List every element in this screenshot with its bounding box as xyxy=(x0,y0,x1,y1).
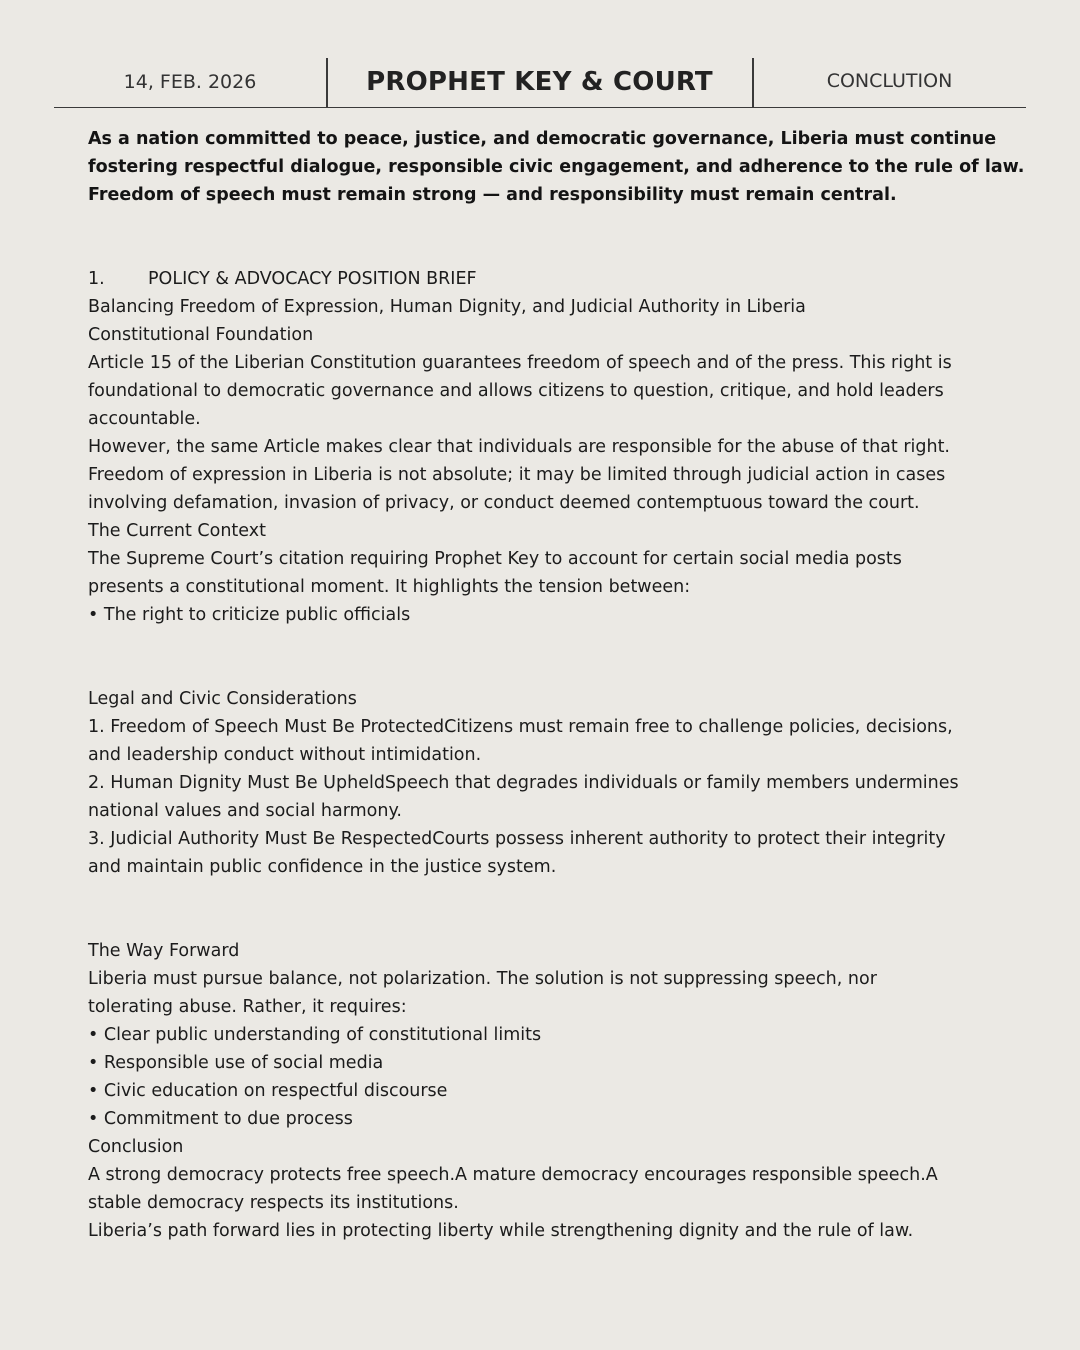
header-section-label: CONCLUTION xyxy=(826,70,953,92)
brief-subtitle: Balancing Freedom of Expression, Human Dignity, and Judicial Authority in Liberia xyxy=(88,297,806,317)
considerations-line: 2. Human Dignity Must Be UpheldSpeech that degrades individuals or family members undermines xyxy=(88,773,959,793)
foundation-line: Freedom of expression in Liberia is not absolute; it may be limited through judicial action in cases xyxy=(88,465,946,485)
header-date: 14, FEB. 2026 xyxy=(123,71,257,93)
conclusion-line: A strong democracy protects free speech.A mature democracy encourages responsible speech.A xyxy=(88,1165,938,1185)
header-title: PROPHET KEY & COURT xyxy=(366,67,713,97)
document-header xyxy=(54,58,1026,108)
context-line: presents a constitutional moment. It highlights the tension between: xyxy=(88,577,691,597)
brief-heading xyxy=(88,265,1013,293)
considerations-section xyxy=(88,685,1013,881)
spacer xyxy=(88,629,1013,685)
context-heading: The Current Context xyxy=(88,521,266,541)
considerations-line: 3. Judicial Authority Must Be RespectedCourts possess inherent authority to protect their integrity xyxy=(88,829,946,849)
foundation-line: accountable. xyxy=(88,409,201,429)
way-forward-heading: The Way Forward xyxy=(88,941,240,961)
way-forward-bullet: • Responsible use of social media xyxy=(88,1053,384,1073)
way-forward-line: tolerating abuse. Rather, it requires: xyxy=(88,997,407,1017)
considerations-line: and leadership conduct without intimidation. xyxy=(88,745,482,765)
way-forward-section xyxy=(88,937,1013,1245)
lead-line: Freedom of speech must remain strong — and responsibility must remain central. xyxy=(88,185,897,205)
way-forward-bullet: • Commitment to due process xyxy=(88,1109,353,1129)
brief-number: 1. xyxy=(88,269,105,289)
way-forward-line: Liberia must pursue balance, not polarization. The solution is not suppressing speech, nor xyxy=(88,969,877,989)
brief-section xyxy=(88,265,1013,629)
foundation-heading: Constitutional Foundation xyxy=(88,325,314,345)
spacer xyxy=(88,881,1013,937)
context-line: The Supreme Court’s citation requiring Prophet Key to account for certain social media posts xyxy=(88,549,902,569)
lead-paragraph xyxy=(88,125,1025,209)
conclusion-line: stable democracy respects its institutions. xyxy=(88,1193,459,1213)
way-forward-bullet: • Clear public understanding of constitutional limits xyxy=(88,1025,542,1045)
considerations-line: national values and social harmony. xyxy=(88,801,402,821)
lead-line: As a nation committed to peace, justice, and democratic governance, Liberia must continue xyxy=(88,129,997,149)
way-forward-bullet: • Civic education on respectful discourse xyxy=(88,1081,448,1101)
considerations-heading: Legal and Civic Considerations xyxy=(88,689,357,709)
spacer xyxy=(88,209,1013,265)
foundation-line: However, the same Article makes clear that individuals are responsible for the abuse of that right. xyxy=(88,437,950,457)
conclusion-line: Liberia’s path forward lies in protecting liberty while strengthening dignity and the rule of law. xyxy=(88,1221,914,1241)
considerations-line: 1. Freedom of Speech Must Be ProtectedCitizens must remain free to challenge policies, decisions, xyxy=(88,717,953,737)
considerations-line: and maintain public confidence in the justice system. xyxy=(88,857,557,877)
context-bullet: • The right to criticize public officials xyxy=(88,605,411,625)
foundation-line: Article 15 of the Liberian Constitution guarantees freedom of speech and of the press. This right is xyxy=(88,353,952,373)
foundation-line: foundational to democratic governance and allows citizens to question, critique, and hold leaders xyxy=(88,381,944,401)
lead-line: fostering respectful dialogue, responsible civic engagement, and adherence to the rule of law. xyxy=(88,157,1025,177)
foundation-line: involving defamation, invasion of privacy, or conduct deemed contemptuous toward the court. xyxy=(88,493,920,513)
document-body xyxy=(88,125,1025,1245)
brief-heading-text: POLICY & ADVOCACY POSITION BRIEF xyxy=(148,269,477,289)
conclusion-heading: Conclusion xyxy=(88,1137,184,1157)
